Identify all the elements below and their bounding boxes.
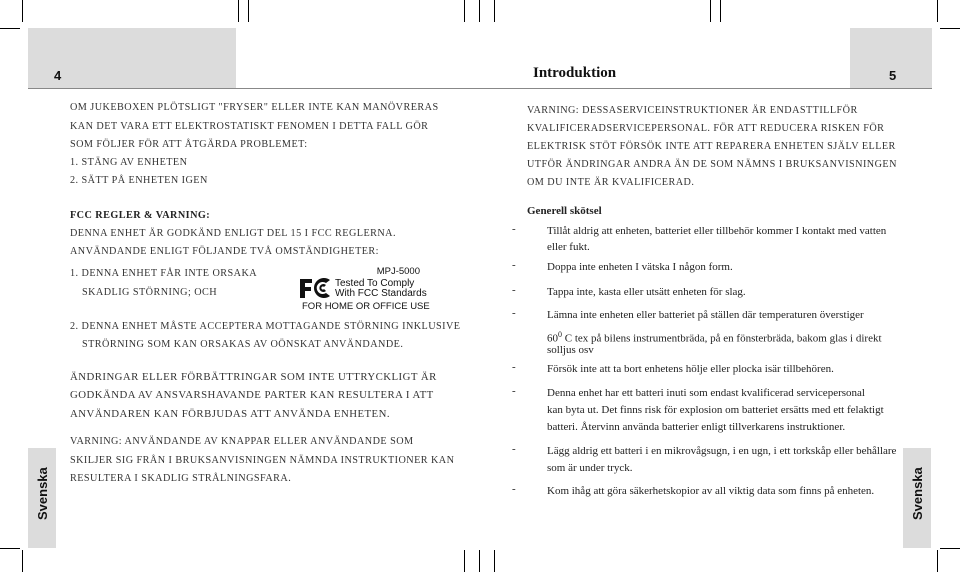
bullet-text: som är under tryck. (547, 462, 633, 474)
crop-mark (464, 550, 465, 572)
right-warning-line: UTFÖR ÄNDRINGAR ANDRA ÄN DE SOM NÄMNS I BRUKSANVISNINGEN (527, 159, 897, 170)
fcc-badge-line: With FCC Standards (335, 288, 427, 299)
fcc-badge-line: FOR HOME OR OFFICE USE (302, 301, 430, 312)
crop-mark (937, 550, 938, 572)
bullet-text: Lägg aldrig ett batteri i en mikrovågsugn, i en ugn, i ett torkskåp eller behållare (547, 445, 897, 457)
crop-mark (937, 0, 938, 22)
left-block1-line: KAN DET VARA ETT ELEKTROSTATISKT FENOMEN I DETTA FALL GÖR (70, 121, 429, 132)
bullet-dash: - (512, 443, 516, 455)
crop-mark (248, 0, 249, 22)
page-title: Introduktion (533, 65, 617, 81)
bullet-text: solljus osv (547, 344, 594, 356)
header-rule (28, 88, 932, 89)
bullet-text: Lämna inte enheten eller batteriet på ställen där temperaturen överstiger (547, 309, 864, 321)
fcc-condition-1: 1. DENNA ENHET FÅR INTE ORSAKA (70, 268, 258, 279)
bullet-text: Denna enhet har ett batteri inuti som endast kvalificerad servicepersonal (547, 387, 865, 399)
side-label-right: Svenska (910, 467, 925, 520)
right-warning-line: OM DU INTE ÄR KVALIFICERAD. (527, 177, 695, 188)
bullet-dash: - (512, 259, 516, 271)
left-block1-line: 2. SÄTT PÅ ENHETEN IGEN (70, 175, 208, 186)
temperature-rest: C tex på bilens instrumentbräda, på en fönsterbräda, bakom glas i direkt (564, 332, 882, 345)
crop-mark (710, 0, 711, 22)
bullet-text: Tillåt aldrig att enheten, batteriet eller tillbehör kommer I kontakt med vatten (547, 225, 887, 237)
bullet-text: Försök inte att ta bort enhetens hölje eller plocka isär tillbehören. (547, 363, 834, 375)
bullet-text: Tappa inte, kasta eller utsätt enheten för slag. (547, 286, 746, 298)
changes-line: ANVÄNDAREN KAN FÖRBJUDAS ATT ANVÄNDA ENHETEN. (70, 408, 390, 420)
bullet-text: batteri. Återvinn använda batterier enligt tillverkarens instruktioner. (547, 421, 846, 433)
bullet-dash: - (512, 307, 516, 319)
fcc-line: DENNA ENHET ÄR GODKÄND ENLIGT DEL 15 I FCC REGLERNA. (70, 228, 396, 239)
page-number-left: 4 (54, 68, 62, 83)
crop-mark (0, 28, 20, 29)
bullet-dash: - (512, 223, 516, 235)
fcc-heading: FCC REGLER & VARNING: (70, 210, 211, 221)
changes-line: ÄNDRINGAR ELLER FÖRBÄTTRINGAR SOM INTE UTTRYCKLIGT ÄR (70, 371, 437, 383)
crop-mark (494, 550, 495, 572)
bullet-text: Kom ihåg att göra säkerhetskopior av all viktig data som finns på enheten. (547, 485, 875, 497)
page-number-right: 5 (889, 68, 897, 83)
degree-symbol: 0 (558, 330, 562, 339)
bullet-dash: - (512, 284, 516, 296)
temperature-line (547, 328, 882, 346)
left-block1-line: SOM FÖLJER FÖR ATT ÅTGÄRDA PROBLEMET: (70, 139, 308, 150)
fcc-condition-2: 2. DENNA ENHET MÅSTE ACCEPTERA MOTTAGANDE STÖRNING INKLUSIVE (70, 321, 461, 332)
crop-mark (22, 550, 23, 572)
crop-mark (464, 0, 465, 22)
warning-line: VARNING: ANVÄNDANDE AV KNAPPAR ELLER ANVÄNDANDE SOM (70, 436, 414, 447)
right-warning-line: VARNING: DESSASERVICEINSTRUKTIONER ÄR ENDASTTILLFÖR (527, 105, 858, 116)
crop-mark (238, 0, 239, 22)
fcc-line: ANVÄNDANDE ENLIGT FÖLJANDE TVÅ OMSTÄNDIGHETER: (70, 246, 379, 257)
temperature-value: 60 (547, 332, 558, 345)
crop-mark (940, 548, 960, 549)
fcc-model: MPJ-5000 (376, 266, 420, 277)
crop-mark (479, 550, 480, 572)
crop-mark (0, 548, 20, 549)
crop-mark (479, 0, 480, 22)
crop-mark (22, 0, 23, 22)
crop-mark (494, 0, 495, 22)
bullet-dash: - (512, 361, 516, 373)
crop-mark (720, 0, 721, 22)
changes-line: GODKÄNDA AV ANSVARSHAVANDE PARTER KAN RESULTERA I ATT (70, 389, 434, 401)
crop-mark (940, 28, 960, 29)
left-block1-line: 1. STÄNG AV ENHETEN (70, 157, 188, 168)
right-warning-line: KVALIFICERADSERVICEPERSONAL. FÖR ATT REDUCERA RISKEN FÖR (527, 123, 885, 134)
bullet-dash: - (512, 385, 516, 397)
fcc-compliance-badge (298, 266, 430, 312)
fcc-condition-1: SKADLIG STÖRNING; OCH (82, 287, 218, 298)
bullet-text: kan byta ut. Det finns risk för explosion om batteriet ersätts med ett felaktigt (547, 404, 884, 416)
bullet-dash: - (512, 483, 516, 495)
fcc-logo-icon (298, 276, 332, 300)
bullet-text: eller fukt. (547, 241, 590, 253)
fcc-badge-line: Tested To Comply (335, 278, 415, 289)
bullet-text: Doppa inte enheten I vätska I någon form. (547, 261, 733, 273)
care-heading: Generell skötsel (527, 205, 602, 217)
warning-line: RESULTERA I SKADLIG STRÅLNINGSFARA. (70, 473, 292, 484)
warning-line: SKILJER SIG FRÅN I BRUKSANVISNINGEN NÄMNDA INSTRUKTIONER KAN (70, 455, 455, 466)
fcc-condition-2: STRÖRNING SOM KAN ORSAKAS AV OÖNSKAT ANVÄNDANDE. (82, 339, 404, 350)
side-label-left: Svenska (35, 467, 50, 520)
right-warning-line: ELEKTRISK STÖT FÖRSÖK INTE ATT REPARERA ENHETEN SJÄLV ELLER (527, 141, 896, 152)
left-block1-line: OM JUKEBOXEN PLÖTSLIGT "FRYSER" ELLER INTE KAN MANÖVRERAS (70, 102, 439, 113)
